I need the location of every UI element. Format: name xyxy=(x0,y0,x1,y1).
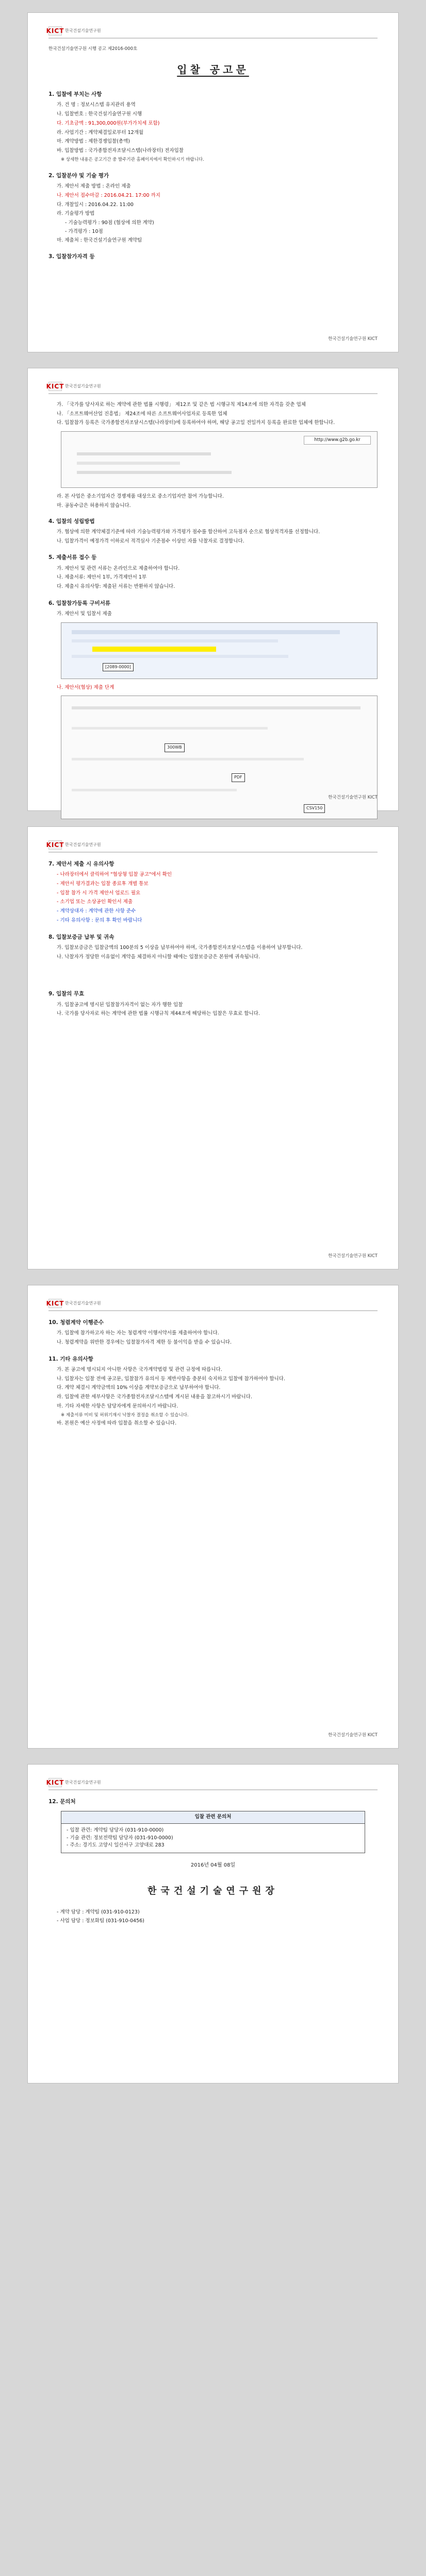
screen-label: PDF xyxy=(232,773,245,782)
screen-lines xyxy=(61,432,377,487)
contact-line: - 사업 담당 : 정보화팀 (031-910-0456) xyxy=(57,1918,144,1924)
list-item: 가. 건 명 : 정보시스템 유지관리 용역 xyxy=(57,102,136,108)
screen-label: 300WB xyxy=(165,743,185,752)
page-header xyxy=(48,1299,378,1311)
section-9 xyxy=(48,990,378,1018)
paragraph: 나. 낙찰자가 정당한 이유없이 계약을 체결하지 아니할 때에는 입찰보증금은 본원에 귀속됩니다. xyxy=(57,954,260,960)
section-5 xyxy=(48,553,378,590)
list-item: - 나라장터에서 클릭하여 "협상형 입찰 공고"에서 확인 xyxy=(57,872,172,878)
section-1 xyxy=(48,90,378,163)
list-item: - 기술능력평가 : 90점 (협상에 의한 계약) xyxy=(65,220,154,226)
contact-table xyxy=(61,1811,365,1853)
url-box: http://www.g2b.go.kr xyxy=(304,436,371,445)
red-note: ※ 제출서류 미비 및 허위기재시 낙찰자 결정을 취소할 수 있습니다. xyxy=(61,1412,189,1418)
list-item: - 제안서 평가결과는 입찰 종료후 개별 통보 xyxy=(57,880,149,887)
paragraph: 나. 국가를 당사자로 하는 계약에 관한 법률 시행규칙 제44조에 해당하는 입찰은 무효로 합니다. xyxy=(57,1011,260,1017)
logo-subtitle: 한국건설기술연구원 xyxy=(65,28,101,33)
section-8 xyxy=(48,933,378,961)
logo xyxy=(48,840,62,850)
list-item: 마. 제출처 : 한국건설기술연구원 계약팀 xyxy=(57,237,142,243)
section-title: 5. 제출서류 접수 등 xyxy=(48,554,97,561)
section-title: 8. 입찰보증금 납부 및 귀속 xyxy=(48,934,114,940)
contact-line: - 계약 담당 : 계약팀 (031-910-0123) xyxy=(57,1909,140,1915)
doc-date: 2016년 04월 08일 xyxy=(190,1862,236,1869)
list-item: 마. 계약방법 : 제한경쟁입찰(총액) xyxy=(57,139,130,145)
subheading: 가. 제안서 및 입찰서 제출 xyxy=(57,611,112,617)
list-item: - 소기업 또는 소상공인 확인서 제출 xyxy=(57,899,133,905)
page-footer: 한국건설기술연구원 KICT xyxy=(328,336,378,342)
list-item: 다. 개찰일시 : 2016.04.22. 11:00 xyxy=(57,201,134,208)
paragraph: 나. 입찰가격이 예정가격 이하로서 적격심사 기준점수 이상인 자를 낙찰자로 결정합니다. xyxy=(57,538,244,544)
screen-label: CSV150 xyxy=(304,804,325,812)
contact-line: - 입찰 관련: 계약팀 담당자 (031-910-0000) xyxy=(67,1827,164,1833)
section-title: 2. 입찰분야 및 기술 평가 xyxy=(48,172,109,179)
contact-line: - 주소: 경기도 고양시 일산서구 고양대로 283 xyxy=(67,1842,165,1849)
list-item: 마. 기타 자세한 사항은 담당자에게 문의하시기 바랍니다. xyxy=(57,1403,178,1409)
section-7 xyxy=(48,860,378,925)
page-header xyxy=(48,26,378,39)
paragraph: 나. 「소프트웨어산업 진흥법」 제24조에 따른 소프트웨어사업자로 등록한 업체 xyxy=(57,411,227,417)
highlight-bar xyxy=(92,647,216,652)
paragraph: 가. 협상에 의한 계약체결기준에 따라 기술능력평가와 가격평가 점수를 합산하여 고득점자 순으로 협상적격자를 선정합니다. xyxy=(57,529,320,535)
paragraph: 가. 입찰보증금은 입찰금액의 100분의 5 이상을 납부하여야 하며, 국가종합전자조달시스템을 이용하여 납부합니다. xyxy=(57,944,303,951)
list-item: - 기타 유의사항 : 문의 후 확인 바랍니다 xyxy=(57,917,142,923)
screenshot-1 xyxy=(61,622,378,679)
section-11 xyxy=(48,1355,378,1428)
doc-title: 입찰 공고문 xyxy=(177,63,249,76)
logo-text: KICT xyxy=(46,1299,64,1307)
paragraph: 다. 제출시 유의사항: 제출된 서류는 반환하지 않습니다. xyxy=(57,584,175,589)
page-header xyxy=(48,840,378,853)
list-item: - 가격평가 : 10점 xyxy=(65,228,103,234)
section-12 xyxy=(48,1798,378,1853)
section-6 xyxy=(48,599,378,820)
list-item: 라. 사업기간 : 계약체결일로부터 12개월 xyxy=(57,129,144,135)
table-head: 입찰 관련 문의처 xyxy=(61,1811,365,1824)
list-item: 나. 제안서 접수마감 : 2016.04.21. 17:00 까지 xyxy=(57,192,160,198)
table-body xyxy=(61,1824,365,1853)
list-item: 라. 입찰에 관한 세부사항은 국가종합전자조달시스템에 게시된 내용을 참고하시기 바랍니다. xyxy=(57,1394,252,1400)
page-3 xyxy=(27,826,399,1269)
page-1 xyxy=(27,12,399,352)
section-4 xyxy=(48,517,378,546)
paragraph: 마. 공동수급은 허용하지 않습니다. xyxy=(57,502,131,509)
signature: 한국건설기술연구원장 xyxy=(148,1885,278,1896)
logo xyxy=(48,382,62,391)
list-item: 가. 본 공고에 명시되지 아니한 사항은 국가계약법령 및 관련 규정에 따릅니다. xyxy=(57,1366,222,1372)
logo-text: KICT xyxy=(46,382,64,390)
list-item: - 입찰 참가 시 가격 제안서 업로드 필요 xyxy=(57,890,141,896)
page-5 xyxy=(27,1764,399,2083)
section-title: 3. 입찰참가자격 등 xyxy=(48,253,95,260)
logo-text: KICT xyxy=(46,841,64,849)
section-10 xyxy=(48,1318,378,1347)
logo-subtitle: 한국건설기술연구원 xyxy=(65,1300,101,1306)
g2b-screenshot xyxy=(61,431,378,488)
section-title: 6. 입찰참가등록 구비서류 xyxy=(48,600,111,606)
screen-label: [2089-0000] xyxy=(103,663,134,671)
list-item: 라. 기술평가 방법 xyxy=(57,211,95,217)
section-2 xyxy=(48,172,378,244)
page-header xyxy=(48,1778,378,1790)
paragraph: 바. 본원은 예산 사정에 따라 입찰을 취소할 수 있습니다. xyxy=(57,1420,177,1426)
paragraph: 다. 입찰참가 등록은 국가종합전자조달시스템(나라장터)에 등록하여야 하며, 해당 공고일 전일까지 등록을 완료한 업체에 한합니다. xyxy=(57,420,335,426)
paragraph: 가. 제안서 및 관련 서류는 온라인으로 제출하여야 합니다. xyxy=(57,565,180,571)
contact-line: - 기술 관련: 정보전략팀 담당자 (031-910-0000) xyxy=(67,1835,173,1841)
logo-subtitle: 한국건설기술연구원 xyxy=(65,383,101,388)
section-3-intro xyxy=(48,252,378,261)
list-item: 나. 입찰자는 입찰 전에 공고문, 입찰참가 유의서 등 제반사항을 충분히 숙지하고 입찰에 참가하여야 합니다. xyxy=(57,1376,285,1382)
section-title: 1. 입찰에 부치는 사항 xyxy=(48,91,102,98)
list-item: 다. 계약 체결시 계약금액의 10% 이상을 계약보증금으로 납부하여야 합니다. xyxy=(57,1385,221,1391)
section-title: 7. 제안서 제출 시 유의사항 xyxy=(48,861,114,867)
paragraph: 나. 제출서류: 제안서 1부, 가격제안서 1부 xyxy=(57,574,147,581)
doc-number: 한국건설기술연구원 시행 공고 제2016-000호 xyxy=(48,46,138,52)
page-footer: 한국건설기술연구원 KICT xyxy=(328,1732,378,1738)
spacer xyxy=(48,969,378,990)
logo xyxy=(48,26,62,36)
paragraph: 라. 본 사업은 중소기업자간 경쟁제품 대상으로 중소기업자만 참여 가능합니다. xyxy=(57,494,224,500)
subheading: 나. 제안서(협상) 제출 단계 xyxy=(57,684,114,690)
logo-subtitle: 한국건설기술연구원 xyxy=(65,1780,101,1785)
page-4 xyxy=(27,1285,399,1749)
paragraph: 가. 입찰에 참가하고자 하는 자는 청렴계약 이행서약서를 제출하여야 합니다. xyxy=(57,1330,219,1336)
red-note: ※ 상세한 내용은 공고기간 중 발주기관 홈페이지에서 확인하시기 바랍니다. xyxy=(61,157,204,162)
page-header xyxy=(48,382,378,394)
page-2 xyxy=(27,368,399,811)
list-item: 나. 입찰번호 : 한국건설기술연구원 시행 xyxy=(57,111,142,117)
paragraph: 나. 청렴계약을 위반한 경우에는 입찰참가자격 제한 등 불이익을 받을 수 있습니다. xyxy=(57,1339,232,1345)
section-title: 12. 문의처 xyxy=(48,1799,76,1805)
logo-subtitle: 한국건설기술연구원 xyxy=(65,842,101,847)
section-title: 10. 청렴계약 이행준수 xyxy=(48,1319,104,1326)
paragraph: 가. 입찰공고에 명시된 입찰참가자격이 없는 자가 행한 입찰 xyxy=(57,1002,183,1008)
list-item: 가. 제안서 제출 방법 : 온라인 제출 xyxy=(57,183,131,190)
list-item: 바. 입찰방법 : 국가종합전자조달시스템(나라장터) 전자입찰 xyxy=(57,148,184,154)
section-title: 9. 입찰의 무효 xyxy=(48,991,85,997)
page-footer: 한국건설기술연구원 KICT xyxy=(328,794,378,800)
paragraph: 가. 「국가를 당사자로 하는 계약에 관한 법률 시행령」 제12조 및 같은 법 시행규칙 제14조에 의한 자격을 갖춘 업체 xyxy=(57,402,306,408)
section-title: 4. 입찰의 성립방법 xyxy=(48,518,95,524)
logo xyxy=(48,1778,62,1787)
logo-text: KICT xyxy=(46,27,64,35)
list-item: - 계약상대자 : 계약에 관한 사항 준수 xyxy=(57,908,136,914)
logo-text: KICT xyxy=(46,1778,64,1786)
page-footer: 한국건설기술연구원 KICT xyxy=(328,1253,378,1259)
section-title: 11. 기타 유의사항 xyxy=(48,1355,93,1362)
logo xyxy=(48,1299,62,1308)
list-item: 다. 기초금액 : 91,300,000원(부가가치세 포함) xyxy=(57,120,160,126)
